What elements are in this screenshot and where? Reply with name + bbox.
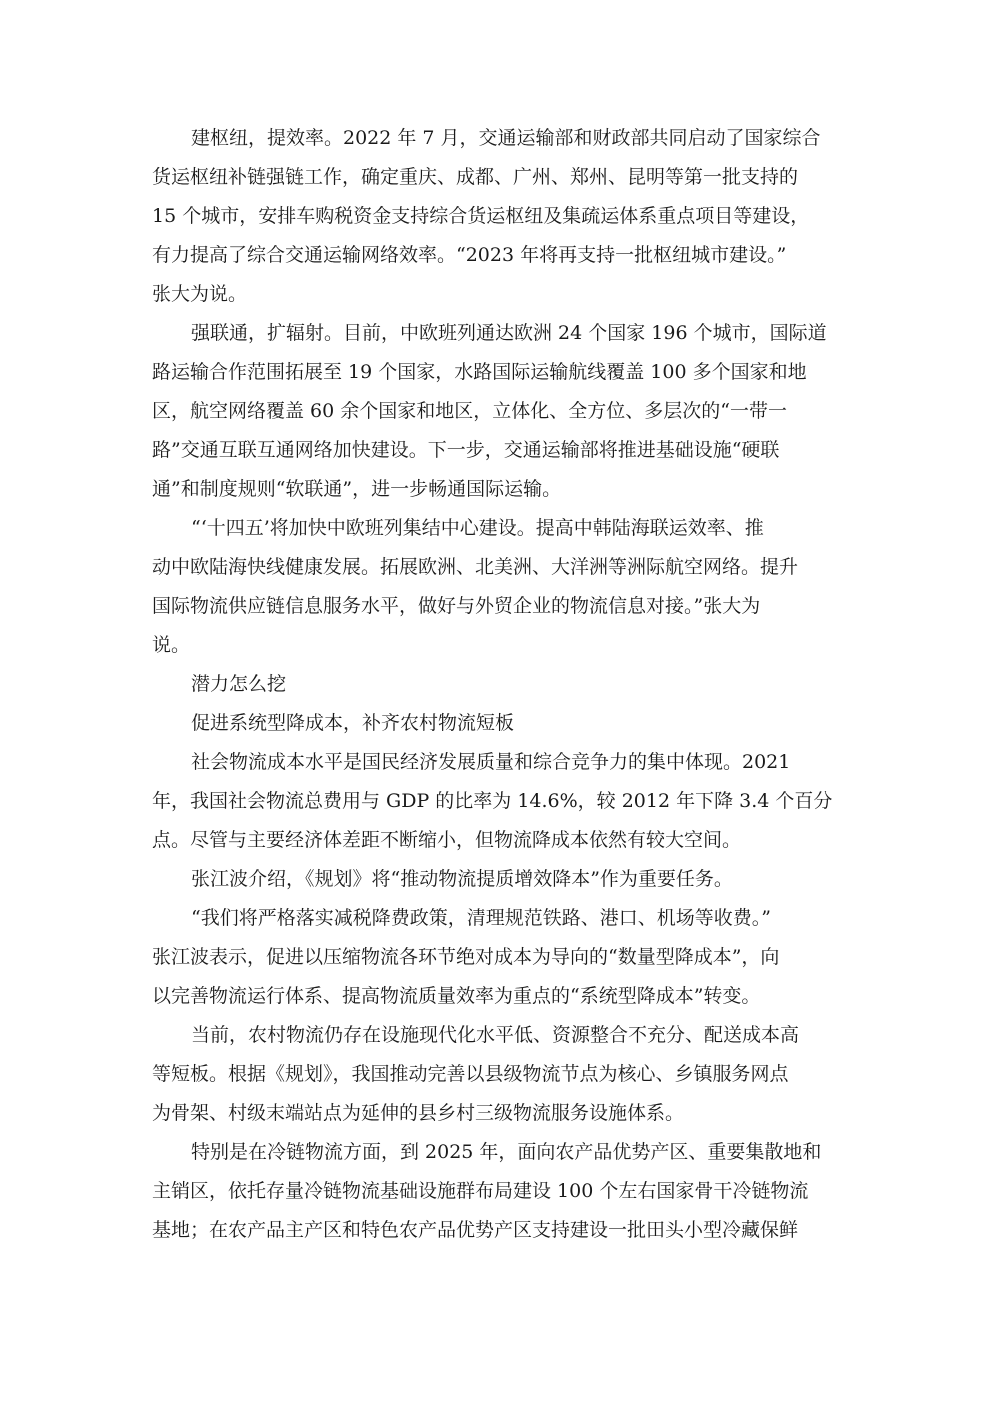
text-line: 有力提高了综合交通运输网络效率。“2023 年将再支持一批枢纽城市建设。” (152, 244, 787, 266)
text-line: 社会物流成本水平是国民经济发展质量和综合竞争力的集中体现。2021 (191, 751, 791, 773)
text-line: 特别是在冷链物流方面，到 2025 年，面向农产品优势产区、重要集散地和 (191, 1141, 822, 1163)
text-line: 张江波表示，促进以压缩物流各环节绝对成本为导向的“数量型降成本”，向 (152, 946, 780, 968)
text-line: 主销区，依托存量冷链物流基础设施群布局建设 100 个左右国家骨干冷链物流 (152, 1180, 809, 1202)
text-line: 货运枢纽补链强链工作，确定重庆、成都、广州、郑州、昆明等第一批支持的 (152, 166, 799, 188)
text-line: 15 个城市，安排车购税资金支持综合货运枢纽及集疏运体系重点项目等建设， (152, 205, 810, 227)
text-line: 以完善物流运行体系、提高物流质量效率为重点的“系统型降成本”转变。 (152, 985, 761, 1007)
text-line: 路”交通互联互通网络加快建设。下一步，交通运输部将推进基础设施“硬联 (152, 439, 780, 461)
text-line: 张江波介绍，《规划》将“推动物流提质增效降本”作为重要任务。 (191, 868, 733, 890)
section-heading: 潜力怎么挖 (191, 673, 287, 695)
text-line: 区，航空网络覆盖 60 余个国家和地区，立体化、全方位、多层次的“一带一 (152, 400, 787, 422)
text-line: 强联通，扩辐射。目前，中欧班列通达欧洲 24 个国家 196 个城市，国际道 (191, 322, 827, 344)
text-line: 年，我国社会物流总费用与 GDP 的比率为 14.6%，较 2012 年下降 3.4 个百分 (152, 790, 833, 812)
text-line: 点。尽管与主要经济体差距不断缩小，但物流降成本依然有较大空间。 (152, 829, 742, 851)
text-line: “我们将严格落实减税降费政策，清理规范铁路、港口、机场等收费。” (191, 907, 771, 929)
text-line: 建枢纽，提效率。2022 年 7 月，交通运输部和财政部共同启动了国家综合 (191, 127, 821, 149)
text-line: 基地；在农产品主产区和特色农产品优势产区支持建设一批田头小型冷藏保鲜 (152, 1219, 799, 1241)
text-line: 等短板。根据《规划》，我国推动完善以县级物流节点为核心、乡镇服务网点 (152, 1063, 789, 1085)
text-line: “‘十四五’将加快中欧班列集结中心建设。提高中韩陆海联运效率、推 (191, 517, 764, 539)
text-line: 动中欧陆海快线健康发展。拓展欧洲、北美洲、大洋洲等洲际航空网络。提升 (152, 556, 799, 578)
text-line: 通”和制度规则“软联通”，进一步畅通国际运输。 (152, 478, 562, 500)
text-line: 为骨架、村级末端站点为延伸的县乡村三级物流服务设施体系。 (152, 1102, 685, 1124)
section-subheading: 促进系统型降成本，补齐农村物流短板 (191, 712, 515, 734)
text-line: 张大为说。 (152, 283, 248, 305)
text-line: 说。 (152, 634, 191, 656)
text-line: 当前，农村物流仍存在设施现代化水平低、资源整合不充分、配送成本高 (191, 1024, 800, 1046)
text-line: 路运输合作范围拓展至 19 个国家，水路国际运输航线覆盖 100 多个国家和地 (152, 361, 807, 383)
text-line: 国际物流供应链信息服务水平，做好与外贸企业的物流信息对接。”张大为 (152, 595, 761, 617)
